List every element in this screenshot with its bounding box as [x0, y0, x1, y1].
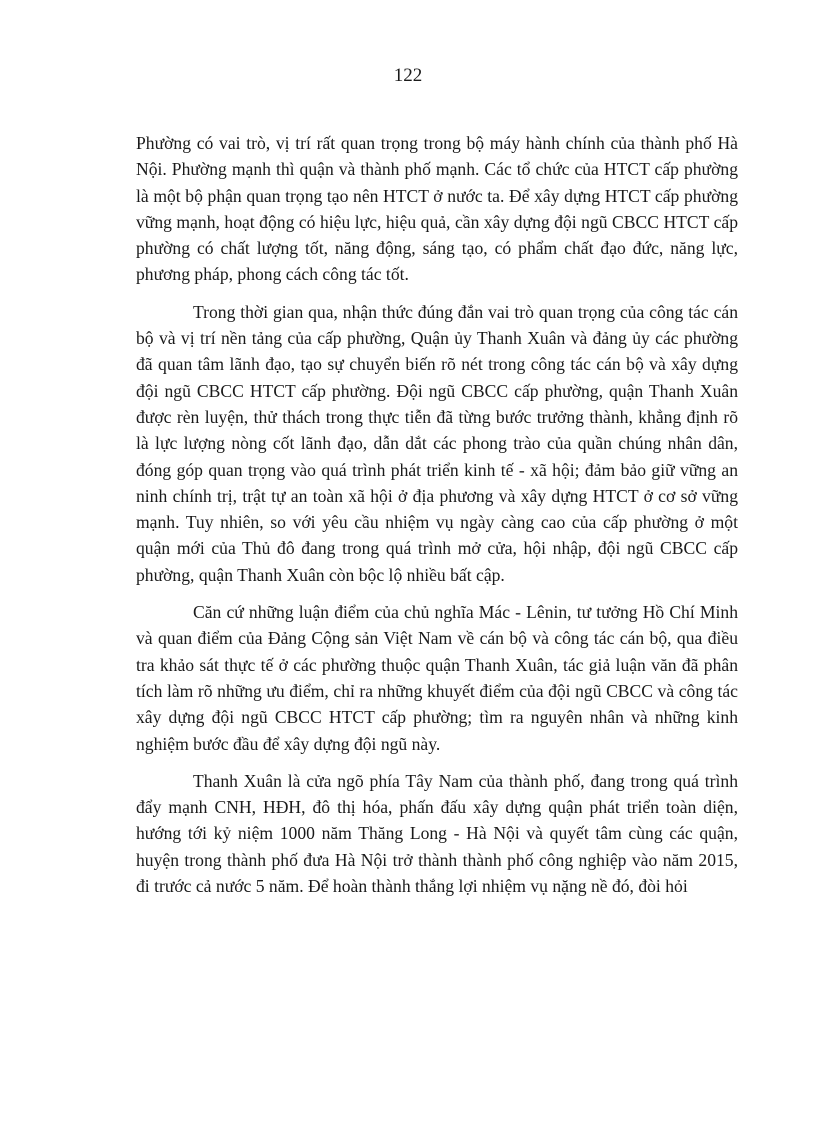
paragraph-4: Thanh Xuân là cửa ngõ phía Tây Nam của thành phố, đang trong quá trình đẩy mạnh CNH, HĐH, đô thị hóa, phấn đấu xây dựng quận phát triển toàn diện, hướng tới kỷ niệm 1000 năm Thăng Long - Hà Nội và quyết tâm cùng các quận, huyện trong thành phố đưa Hà Nội trở thành thành phố công nghiệp vào năm 2015, đi trước cả nước 5 năm. Để hoàn thành thắng lợi nhiệm vụ nặng nề đó, đòi hỏi	[136, 770, 738, 897]
body-text	[136, 130, 738, 910]
paragraph-3: Căn cứ những luận điểm của chủ nghĩa Mác - Lênin, tư tưởng Hồ Chí Minh và quan điểm của Đảng Cộng sản Việt Nam về cán bộ và công tác cán bộ, qua điều tra khảo sát thực tế ở các phường thuộc quận Thanh Xuân, tác giả luận văn đã phân tích làm rõ những ưu điểm, chỉ ra những khuyết điểm của đội ngũ CBCC và công tác xây dựng đội ngũ CBCC HTCT cấp phường; tìm ra nguyên nhân và những kinh nghiệm bước đầu để xây dựng đội ngũ này.	[136, 602, 738, 754]
page-number: 122	[393, 65, 423, 86]
paragraph-1: Phường có vai trò, vị trí rất quan trọng trong bộ máy hành chính của thành phố Hà Nội. Phường mạnh thì quận và thành phố mạnh. Các tổ chức của HTCT cấp phường là một bộ phận quan trọng tạo nên HTCT ở nước ta. Để xây dựng HTCT cấp phường vững mạnh, hoạt động có hiệu lực, hiệu quả, cần xây dựng đội ngũ CBCC HTCT cấp phường có chất lượng tốt, năng động, sáng tạo, có phẩm chất đạo đức, năng lực, phương pháp, phong cách công tác tốt.	[136, 133, 738, 285]
paragraph-2: Trong thời gian qua, nhận thức đúng đắn vai trò quan trọng của công tác cán bộ và vị trí nền tảng của cấp phường, Quận ủy Thanh Xuân và đảng ủy các phường đã quan tâm lãnh đạo, tạo sự chuyển biến rõ nét trong công tác cán bộ và xây dựng đội ngũ CBCC HTCT cấp phường. Đội ngũ CBCC cấp phường, quận Thanh Xuân được rèn luyện, thử thách trong thực tiễn đã từng bước trưởng thành, khẳng định rõ là lực lượng nòng cốt lãnh đạo, dẫn dắt các phong trào của quần chúng nhân dân, đóng góp quan trọng vào quá trình phát triển kinh tế - xã hội; đảm bảo giữ vững an ninh chính trị, trật tự an toàn xã hội ở địa phương và xây dựng HTCT ở cơ sở vững mạnh. Tuy nhiên, so với yêu cầu nhiệm vụ ngày càng cao của cấp phường ở một quận mới của Thủ đô đang trong quá trình mở cửa, hội nhập, đội ngũ CBCC cấp phường, quận Thanh Xuân còn bộc lộ nhiều bất cập.	[136, 301, 738, 585]
